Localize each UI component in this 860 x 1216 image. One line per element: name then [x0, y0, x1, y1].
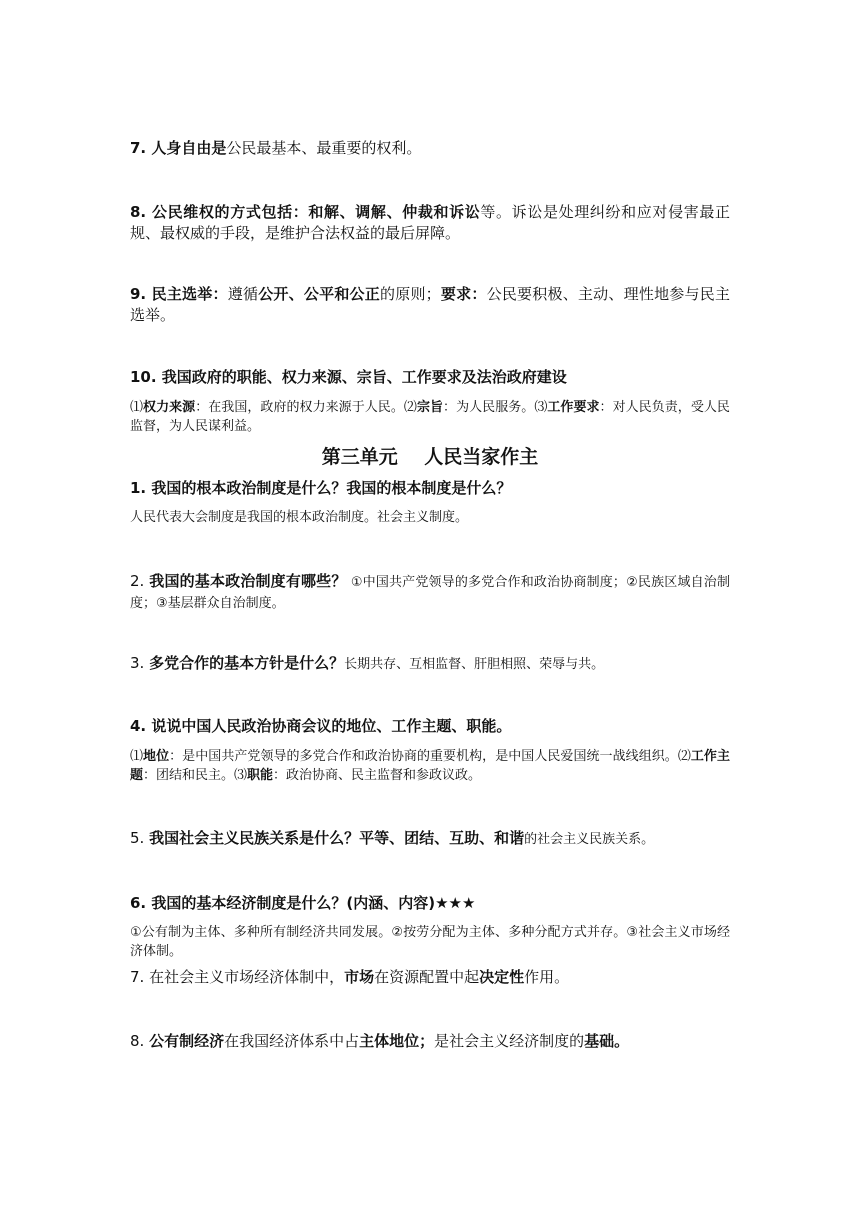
item-text: 公民最基本、最重要的权利。: [226, 139, 422, 157]
bold-term: 工作要求: [547, 400, 600, 415]
bold-term: 主体地位；: [359, 1032, 435, 1050]
bold-term: 权力来源: [143, 400, 196, 415]
bold-term: 我国的基本政治制度有哪些？: [149, 572, 347, 590]
item-number: 7.: [130, 968, 150, 986]
item-text: 公民要积极、主动、理性地参与民主选举。: [130, 285, 730, 324]
unit-item-2: [130, 571, 730, 613]
item-number: 8.: [130, 203, 152, 221]
bold-term: 民主选举：: [151, 285, 228, 303]
unit-title-part: 人民当家作主: [424, 446, 539, 468]
bold-term: 地位: [143, 749, 170, 764]
item-text: 是社会主义经济制度的: [434, 1032, 585, 1050]
bold-term: 职能: [247, 768, 274, 783]
bold-term: 市场: [344, 968, 375, 986]
bold-term: 多党合作的基本方针是什么？: [149, 654, 345, 672]
item-number: 5.: [130, 829, 150, 847]
item-text: 在我国经济体系中占: [224, 1032, 360, 1050]
item-text: 在社会主义市场经济体制中，: [149, 968, 345, 986]
bold-term: 工作主题: [130, 749, 730, 783]
unit-item-6-answer: ①公有制为主体、多种所有制经济共同发展。②按劳分配为主体、多种分配方式并存。③社会主义市场经济体制。: [130, 925, 730, 959]
item-10-answer: ⑴权力来源：在我国，政府的权力来源于人民。⑵宗旨：为人民服务。⑶工作要求：对人民负责，受人民监督，为人民谋利益。: [130, 400, 730, 434]
item-text: 作用。: [524, 968, 570, 986]
bold-term: 决定性: [479, 968, 525, 986]
item-text: ①中国共产党领导的多党合作和政治协商制度；②民族区域自治制度；③基层群众自治制度。: [130, 575, 730, 611]
bold-term: 宗旨: [416, 400, 444, 415]
item-text: 长期共存、互相监督、肝胆相照、荣辱与共。: [344, 657, 605, 672]
unit-item-4-heading: 4. 说说中国人民政治协商会议的地位、工作主题、职能。: [130, 717, 512, 735]
bold-term: 要求：: [440, 285, 487, 303]
unit-item-5: [130, 828, 730, 850]
item-10-heading: 10. 我国政府的职能、权力来源、宗旨、工作要求及法治政府建设: [130, 368, 567, 386]
bold-term: 人身自由是: [151, 139, 227, 157]
item-text: 遵循: [227, 285, 259, 303]
item-number: 3.: [130, 654, 150, 672]
item-number: 9.: [130, 285, 152, 303]
item-number: 7.: [130, 139, 152, 157]
bold-term: 公有制经济: [149, 1032, 225, 1050]
item-8: [130, 202, 730, 244]
unit-item-4-answer: ⑴地位：是中国共产党领导的多党合作和政治协商的重要机构，是中国人民爱国统一战线组织。⑵工作主题：团结和民主。⑶职能：政治协商、民主监督和参政议政。: [130, 749, 730, 783]
unit-item-1-answer: 人民代表大会制度是我国的根本政治制度。社会主义制度。: [130, 510, 469, 525]
item-text: 在资源配置中起: [374, 968, 480, 986]
item-text: 的原则；: [380, 285, 441, 303]
bold-term: 我国社会主义民族关系是什么？平等、团结、互助、和谐: [149, 829, 525, 847]
bold-term: 公民维权的方式包括：和解、调解、仲裁和诉讼: [152, 203, 481, 221]
item-text: 等。诉讼是处理纠纷和应对侵害最正规、最权威的手段，是维护合法权益的最后屏障。: [130, 203, 730, 242]
unit-item-8: [130, 1031, 730, 1052]
item-7: [130, 138, 730, 159]
unit-item-7: [130, 967, 730, 988]
item-number: 8.: [130, 1032, 150, 1050]
item-text: 的社会主义民族关系。: [524, 832, 655, 847]
item-number: 2.: [130, 572, 150, 590]
unit-item-3: [130, 653, 730, 675]
bold-term: 基础。: [584, 1032, 630, 1050]
item-9: [130, 284, 730, 326]
unit-title: [0, 445, 860, 469]
unit-item-6-heading: 6. 我国的基本经济制度是什么？(内涵、内容)★★★: [130, 894, 476, 912]
bold-term: 公开、公平和公正: [258, 285, 380, 303]
unit-item-1-heading: 1. 我国的根本政治制度是什么？我国的根本制度是什么？: [130, 479, 512, 497]
unit-title-part: 第三单元: [321, 446, 398, 468]
